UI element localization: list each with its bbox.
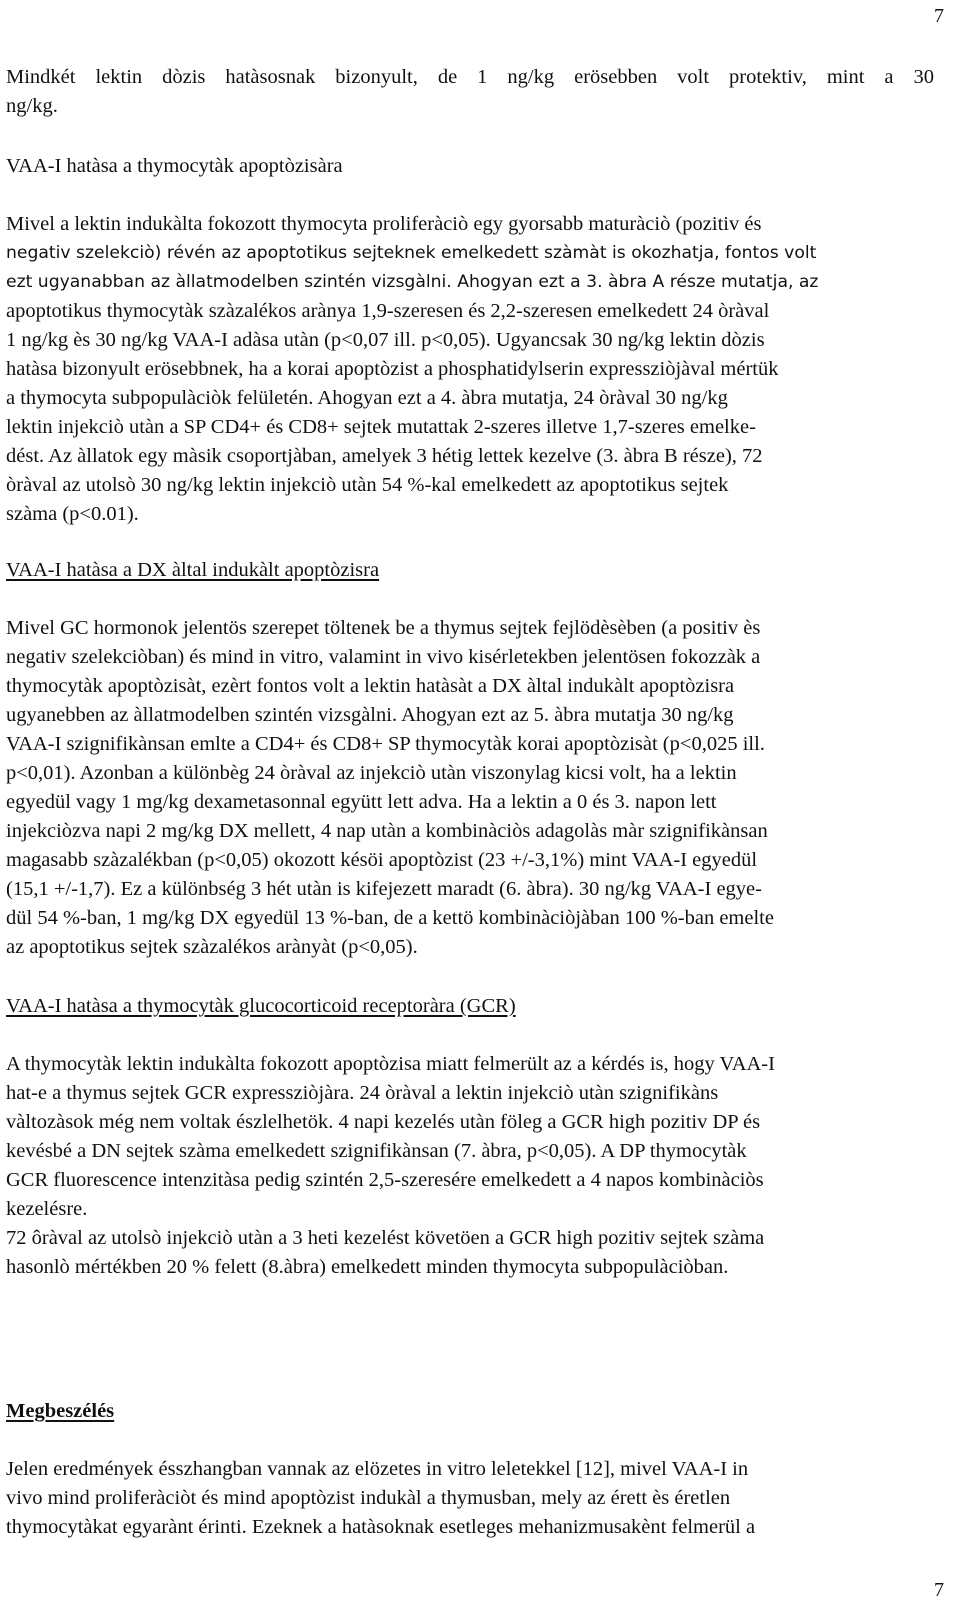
text-line: vivo mind proliferàciòt és mind apoptòzist indukàl a thymusban, mely az érett ès éretlen — [6, 1487, 731, 1509]
text-line: ugyanebben az àllatmodelben szintén vizsgàlni. Ahogyan ezt az 5. àbra mutatja 30 ng/kg — [6, 704, 734, 726]
text-line: kezelésre. — [6, 1198, 88, 1220]
text-line: hat-e a thymus sejtek GCR expressziòjàra. 24 òràval a lektin injekciò utàn szignifikàns — [6, 1082, 719, 1104]
paragraph-intro — [6, 63, 934, 121]
text-line: apoptotikus thymocytàk szàzalékos arànya 1,9-szeresen és 2,2-szeresen emelkedett 24 òràval — [6, 300, 770, 322]
section-heading-discussion: Megbeszélés — [6, 1400, 115, 1422]
paragraph-discussion — [6, 1455, 934, 1542]
text-line: hatàsa bizonyult erösebbnek, ha a korai apoptòzist a phosphatidylserin expressziòjàval mértük — [6, 358, 779, 380]
text-line: dül 54 %-ban, 1 mg/kg DX egyedül 13 %-ban, de a kettö kombinàciòjàban 100 %-ban emelte — [6, 907, 774, 929]
text-line: dést. Az àllatok egy màsik csoportjàban, amelyek 3 hétig lettek kezelve (3. àbra B része), 72 — [6, 445, 763, 467]
section-heading-gcr: VAA-I hatàsa a thymocytàk glucocorticoid receptoràra (GCR) — [6, 995, 516, 1017]
page-number-bottom: 7 — [934, 1579, 944, 1601]
text-line: ezt ugyanabban az àllatmodelben szintén vizsgàlni. Ahogyan ezt a 3. àbra A része mutatja, az — [6, 272, 819, 292]
text-line: p<0,01). Azonban a különbèg 24 òràval az injekciò utàn viszonylag kicsi volt, ha a lektin — [6, 762, 737, 784]
text-line: injekciòzva napi 2 mg/kg DX mellett, 4 nap utàn a kombinàciòs adagolàs màr szignifikànsan — [6, 820, 768, 842]
text-line: negativ szelekciò) révén az apoptotikus sejteknek emelkedett szàmàt is okozhatja, fontos volt — [6, 243, 817, 263]
section-heading-apoptosis: VAA-I hatàsa a thymocytàk apoptòzisàra — [6, 155, 343, 177]
text-line: Mivel GC hormonok jelentös szerepet töltenek be a thymus sejtek fejlödèsèben (a positiv ès — [6, 617, 761, 639]
text-line: A thymocytàk lektin indukàlta fokozott apoptòzisa miatt felmerült az a kérdés is, hogy VAA-I — [6, 1053, 775, 1075]
text-line: egyedül vagy 1 mg/kg dexametasonnal együtt lett adva. Ha a lektin a 0 és 3. napon lett — [6, 791, 717, 813]
text-line: szàma (p<0.01). — [6, 503, 139, 525]
text-line: magasabb szàzalékban (p<0,05) okozott késöi apoptòzist (23 +/-3,1%) mint VAA-I egyedül — [6, 849, 758, 871]
paragraph-gcr — [6, 1050, 934, 1282]
text-line: 72 ôràval az utolsò injekciò utàn a 3 heti kezelést követöen a GCR high pozitiv sejtek szàma — [6, 1227, 765, 1249]
text-line: az apoptotikus sejtek szàzalékos arànyàt (p<0,05). — [6, 936, 418, 958]
text-line: Jelen eredmények ésszhangban vannak az elözetes in vitro leletekkel [12], mivel VAA-I in — [6, 1458, 749, 1480]
text-line: Mindkét lektin dòzis hatàsosnak bizonyult, de 1 ng/kg erösebben volt protektiv, mint a 30 — [6, 66, 934, 88]
text-line: òràval az utolsò 30 ng/kg lektin injekciò utàn 54 %-kal emelkedett az apoptotikus sejtek — [6, 474, 729, 496]
text-line: thymocytàk apoptòzisàt, ezèrt fontos volt a lektin hatàsàt a DX àltal indukàlt apoptòzisra — [6, 675, 735, 697]
text-line: lektin injekciò utàn a SP CD4+ és CD8+ sejtek mutattak 2-szeres illetve 1,7-szeres emelke- — [6, 416, 756, 438]
text-line: negativ szelekciòban) és mind in vitro, valamint in vivo kisérletekben jelentösen fokozzàk a — [6, 646, 761, 668]
text-line: Mivel a lektin indukàlta fokozott thymocyta proliferàciò egy gyorsabb maturàciò (pozitiv és — [6, 213, 762, 235]
paragraph-dx-apoptosis — [6, 614, 934, 962]
text-line: vàltozàsok még nem voltak észlelhetök. 4 napi kezelés utàn föleg a GCR high pozitiv DP és — [6, 1111, 761, 1133]
paragraph-apoptosis — [6, 210, 934, 529]
text-line: a thymocyta subpopulàciòk felületén. Ahogyan ezt a 4. àbra mutatja, 24 òràval 30 ng/kg — [6, 387, 728, 409]
section-heading-dx-apoptosis: VAA-I hatàsa a DX àltal indukàlt apoptòzisra — [6, 559, 380, 581]
text-line: kevésbé a DN sejtek szàma emelkedett szignifikànsan (7. àbra, p<0,05). A DP thymocytàk — [6, 1140, 747, 1162]
page-number-top: 7 — [934, 5, 944, 27]
text-line: ng/kg. — [6, 95, 58, 117]
text-line: 1 ng/kg ès 30 ng/kg VAA-I adàsa utàn (p<0,07 ill. p<0,05). Ugyancsak 30 ng/kg lektin dòzis — [6, 329, 765, 351]
text-line: GCR fluorescence intenzitàsa pedig szintén 2,5-szeresére emelkedett a 4 napos kombinàciòs — [6, 1169, 764, 1191]
text-line: thymocytàkat egyarànt érinti. Ezeknek a hatàsoknak esetleges mehanizmusakènt felmerül a — [6, 1516, 756, 1538]
text-line: (15,1 +/-1,7). Ez a különbség 3 hét utàn is kifejezett maradt (6. àbra). 30 ng/kg VAA-I egye- — [6, 878, 762, 900]
text-line: hasonlò mértékben 20 % felett (8.àbra) emelkedett minden thymocyta subpopulàciòban. — [6, 1256, 729, 1278]
text-line: VAA-I szignifikànsan emlte a CD4+ és CD8+ SP thymocytàk korai apoptòzisàt (p<0,025 ill. — [6, 733, 765, 755]
